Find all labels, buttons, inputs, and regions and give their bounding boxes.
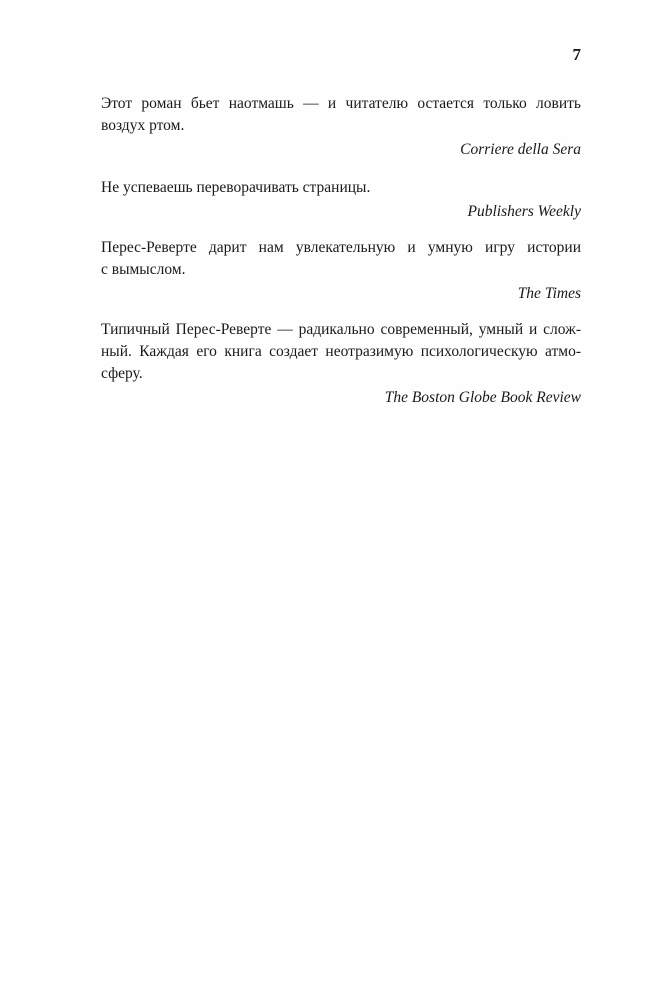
- quote-source: The Times: [517, 285, 581, 302]
- quote-source: The Boston Globe Book Review: [384, 389, 581, 406]
- quote-line: Не успеваешь переворачивать страницы.: [101, 179, 371, 196]
- quote-text: [101, 319, 581, 385]
- quote-source: Publishers Weekly: [467, 203, 581, 220]
- quote-line: Перес-Реверте дарит нам увлекательную и умную игру истории: [101, 239, 581, 256]
- review-quote: [101, 93, 581, 161]
- quote-line: Типичный Перес-Реверте — радикально современный, умный и слож-: [101, 321, 581, 338]
- quote-text: [101, 177, 581, 199]
- review-quote: [101, 177, 581, 223]
- quote-line: Этот роман бьет наотмашь — и читателю остается только ловить: [101, 95, 581, 112]
- quote-text: [101, 237, 581, 281]
- page-number: 7: [572, 45, 581, 64]
- quote-source: Corriere della Sera: [460, 141, 581, 158]
- quote-line: воздух ртом.: [101, 117, 185, 134]
- quote-line: ный. Каждая его книга создает неотразимую психологическую атмо-: [101, 343, 581, 360]
- review-quote: [101, 237, 581, 305]
- quote-text: [101, 93, 581, 137]
- quote-line: сферу.: [101, 365, 143, 382]
- review-quotes: [101, 93, 581, 421]
- quote-line: с вымыслом.: [101, 261, 186, 278]
- review-quote: [101, 319, 581, 409]
